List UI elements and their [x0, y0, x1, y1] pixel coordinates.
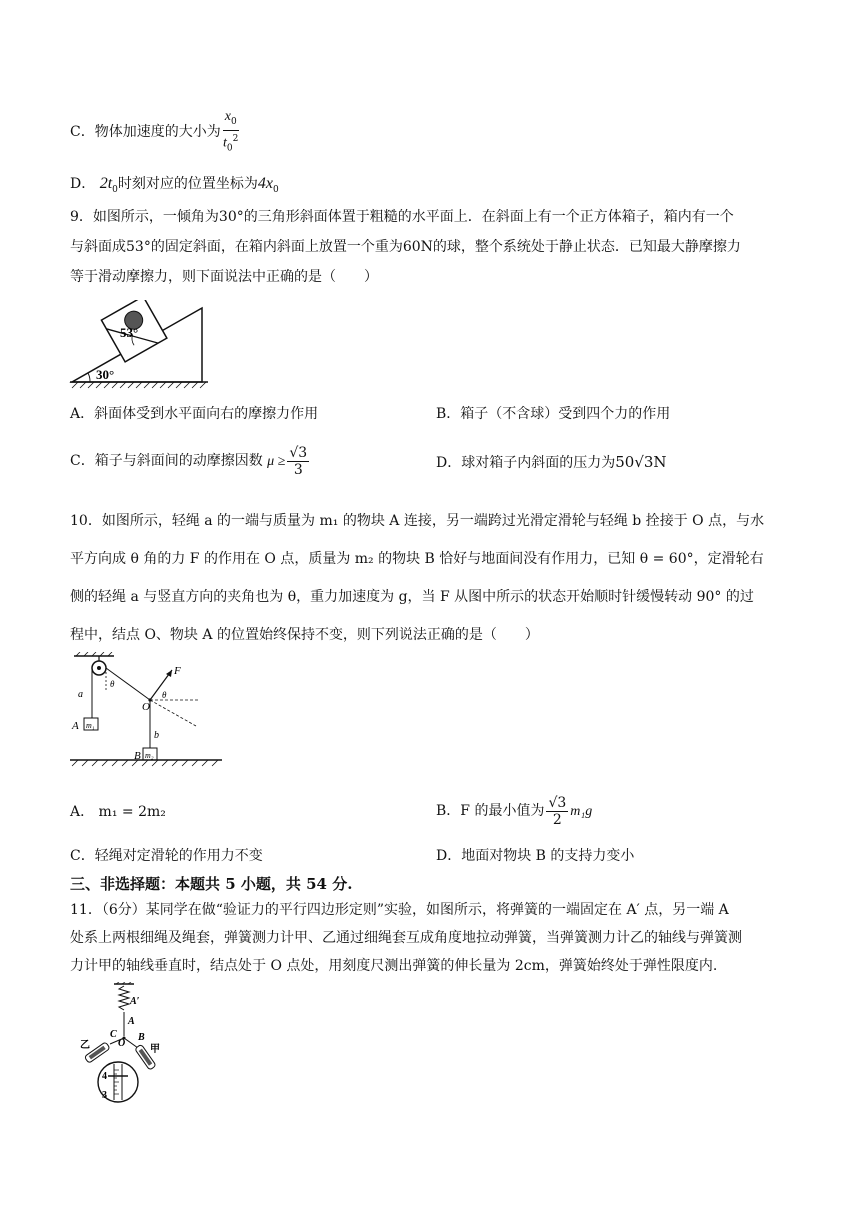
q9-stem-line1: 9．如图所示，一倾角为30°的三角形斜面体置于粗糙的水平面上．在斜面上有一个正方体箱子，箱内有一个 — [70, 209, 734, 225]
q11-fig-A: A — [128, 1016, 135, 1027]
q10-figure-pulley — [68, 652, 224, 770]
q9-option-c — [70, 440, 311, 483]
section3-heading: 三、非选择题：本题共 5 小题，共 54 分. — [70, 875, 353, 893]
q11-stem-line2: 处系上两根细绳及绳套，弹簧测力计甲、乙通过细绳套互成角度地拉动弹簧，当弹簧测力计乙的轴线与弹簧测 — [70, 930, 742, 946]
q8-d-mid: 时刻对应的位置坐标为 — [117, 176, 258, 192]
q9-c-fraction — [287, 445, 309, 478]
q10-option-a: A． m₁ = 2m₂ — [70, 804, 166, 820]
q10-fig-F: F — [174, 665, 181, 677]
q10-stem-line1: 10．如图所示，轻绳 a 的一端与质量为 m₁ 的物块 A 连接，另一端跨过光滑定滑轮与轻绳 b 拴接于 O 点，与水 — [70, 513, 765, 529]
q10-fig-O: O — [142, 701, 150, 713]
q10-b-num: √3 — [548, 794, 567, 811]
q9-d-text: D．球对箱子内斜面的压力为 — [436, 455, 616, 471]
q10-option-d: D．地面对物块 B 的支持力变小 — [436, 848, 635, 864]
q9-d-value: 50√3N — [615, 453, 667, 471]
q11-fig-Aprime: A′ — [130, 996, 140, 1007]
q10-option-b — [436, 790, 592, 833]
q10-fig-theta2: θ — [162, 690, 167, 700]
q11-fig-C: C — [110, 1029, 117, 1040]
q9-c-mu: μ ≥ — [267, 454, 286, 469]
q11-fig-3: 3 — [102, 1090, 107, 1101]
q9-stem — [70, 202, 810, 292]
q10-b-tail: m₁g — [570, 804, 593, 819]
q10-b-text: B．F 的最小值为 — [436, 803, 545, 819]
q9-c-den: 3 — [293, 461, 303, 478]
q8-d-t: 2t — [99, 175, 113, 192]
q11-fig-O: O — [118, 1038, 126, 1049]
q9-stem-line2: 与斜面成53°的固定斜面，在箱内斜面上放置一个重为60N的球，整个系统处于静止状态．已知最大静摩擦力 — [70, 239, 741, 255]
q10-b-fraction — [546, 795, 568, 828]
q8-option-c-fraction — [223, 108, 239, 156]
q9-fig-angle-30: 30° — [96, 367, 115, 382]
q8-d-prefix: D． — [70, 176, 96, 192]
q11-fig-4: 4 — [102, 1071, 107, 1082]
q9-c-text: C．箱子与斜面间的动摩擦因数 — [70, 453, 263, 469]
q11-stem — [70, 896, 830, 980]
q10-option-c: C．轻绳对定滑轮的作用力不变 — [70, 848, 263, 864]
q10-stem-line3: 侧的轻绳 a 与竖直方向的夹角也为 θ，重力加速度为 g，当 F 从图中所示的状态开始顺时针缓慢转动 90° 的过 — [70, 589, 754, 605]
q8-c-den-sup: 2 — [232, 133, 239, 144]
q10-stem-line2: 平方向成 θ 角的力 F 的作用在 O 点，质量为 m₂ 的物块 B 恰好与地面间没有作用力，已知 θ = 60°，定滑轮右 — [70, 551, 764, 567]
q9-option-b: B．箱子（不含球）受到四个力的作用 — [436, 406, 671, 422]
q8-d-t-sub: 0 — [112, 184, 118, 195]
q9-option-d — [436, 452, 667, 473]
q10-fig-m2: m₂ — [145, 751, 154, 760]
q8-option-c — [70, 108, 241, 156]
q9-figure-incline-box — [68, 300, 210, 392]
q10-fig-a: a — [78, 689, 83, 700]
q9-c-num: √3 — [289, 444, 308, 461]
q9-stem-line3: 等于滑动摩擦力，则下面说法中正确的是（ ） — [70, 269, 378, 285]
q8-c-den: t — [223, 135, 227, 151]
q11-fig-yi: 乙 — [80, 1040, 90, 1051]
q10-fig-A: A — [72, 720, 79, 732]
q10-stem — [70, 502, 830, 654]
q8-c-den-sub: 0 — [226, 143, 233, 154]
q8-option-d — [70, 174, 279, 200]
q10-fig-theta1: θ — [110, 679, 115, 689]
q10-b-den: 2 — [552, 811, 562, 828]
q10-fig-m1: m₁ — [86, 721, 95, 730]
q10-fig-B: B — [134, 750, 141, 762]
q11-stem-line3: 力计甲的轴线垂直时，结点处于 O 点处，用刻度尺测出弹簧的伸长量为 2cm，弹簧始终处于弹性限度内. — [70, 958, 718, 974]
q10-stem-line4: 程中，结点 O、物块 A 的位置始终保持不变，则下列说法正确的是（ ） — [70, 627, 539, 643]
q10-fig-b: b — [154, 730, 159, 741]
q8-option-c-text: C．物体加速度的大小为 — [70, 124, 221, 141]
q9-option-a: A．斜面体受到水平面向右的摩擦力作用 — [70, 406, 319, 422]
q8-c-num-sub: 0 — [230, 116, 237, 127]
q8-d-x-sub: 0 — [272, 184, 279, 195]
q11-stem-line1: 11．（6分）某同学在做“验证力的平行四边形定则”实验，如图所示，将弹簧的一端固定在 A′ 点，另一端 A — [70, 902, 729, 918]
q11-figure-spring-scales — [76, 982, 166, 1106]
q9-fig-angle-53: 53° — [120, 325, 139, 340]
q8-c-num: x — [224, 109, 231, 124]
q11-fig-jia: 甲 — [150, 1044, 160, 1055]
q11-fig-B: B — [138, 1032, 145, 1043]
q8-d-x: 4x — [257, 175, 273, 192]
